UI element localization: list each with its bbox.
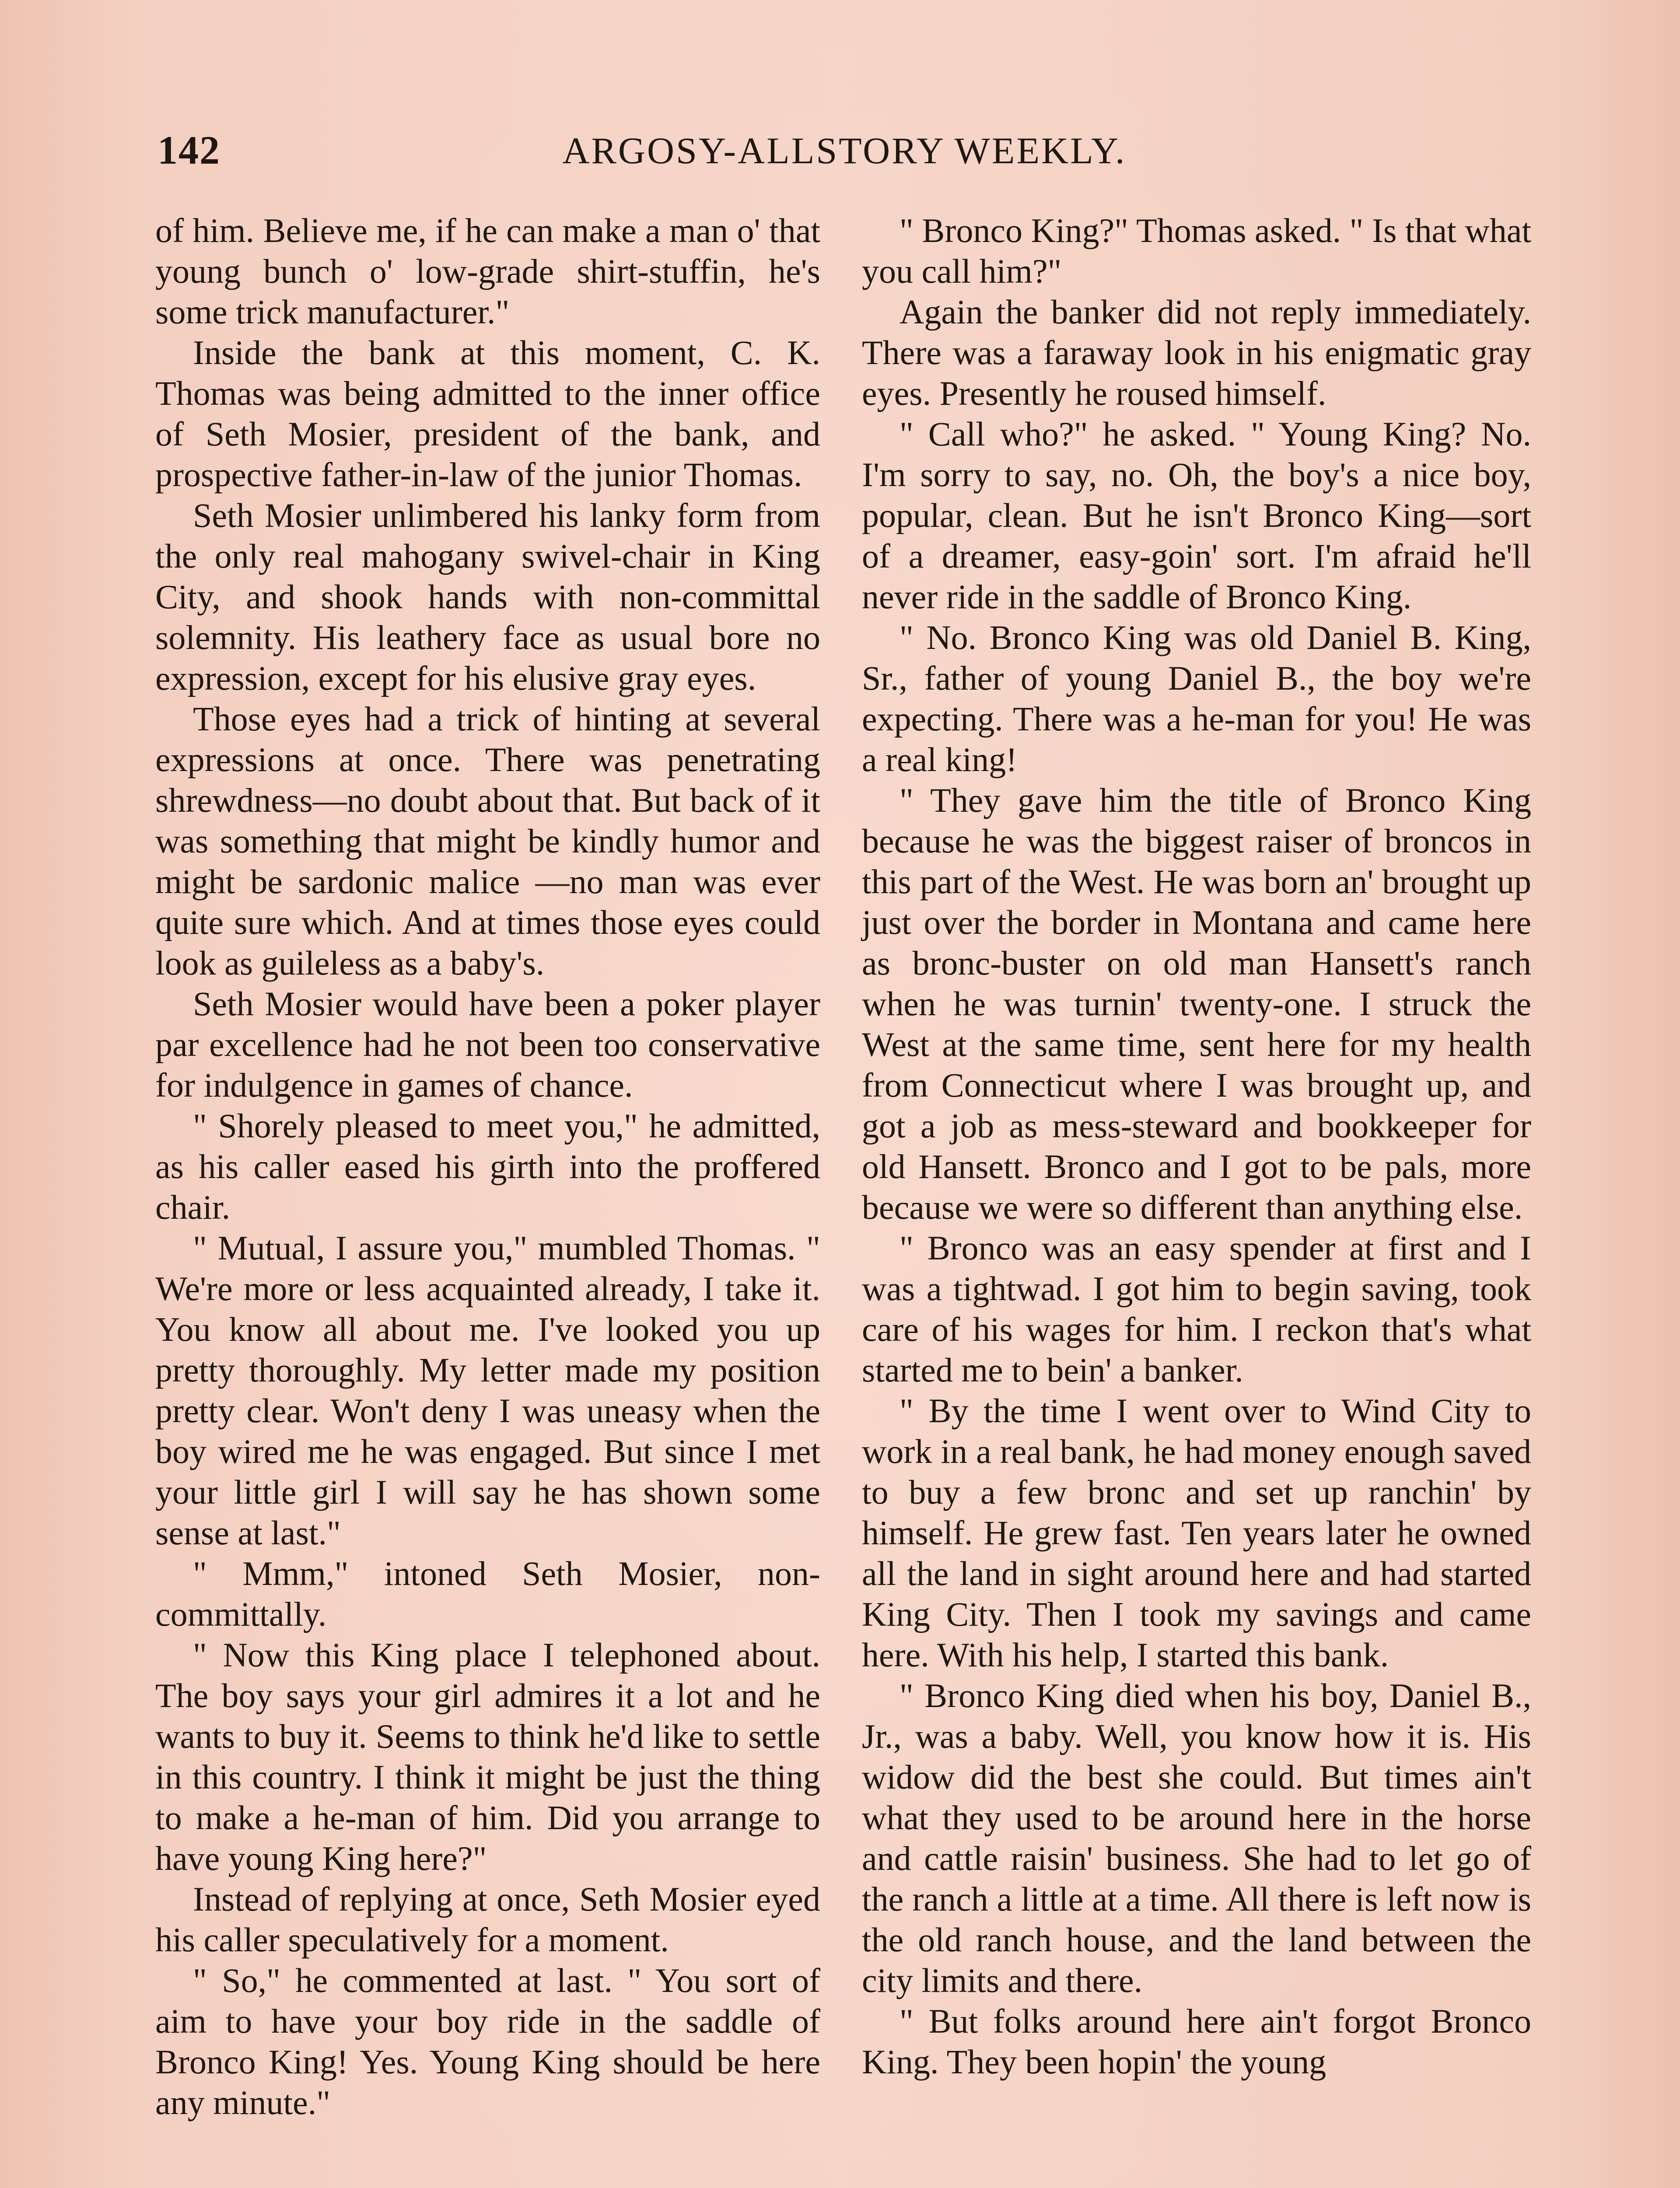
paragraph: " Now this King place I telephoned about. The boy says your girl admires it a lot and he wants to buy it. Seems to think he'd like to settle in this country. I think it might be just the thing to make a he-man of him. Did you arrange to have young King here?" (155, 1636, 820, 1877)
paragraph: " So," he commented at last. " You sort of aim to have your boy ride in the saddle of Bronco King! Yes. Young King should be here any minute." (155, 1961, 820, 2121)
left-column (155, 210, 820, 2123)
paragraph: Those eyes had a trick of hinting at several expressions at once. There was penetrating shrewdness—no doubt about that. But back of it was something that might be kindly humor and might be sardonic malice —no man was ever quite sure which. And at times those eyes could look as guileless as a baby's. (155, 700, 820, 982)
paragraph: Instead of replying at once, Seth Mosier eyed his caller speculatively for a moment. (155, 1880, 820, 1959)
paragraph: " Call who?" he asked. " Young King? No. I'm sorry to say, no. Oh, the boy's a nice boy, popular, clean. But he isn't Bronco King—sort of a dreamer, easy-goin' sort. I'm afraid he'll never ride in the saddle of Bronco King. (862, 415, 1531, 616)
running-title: ARGOSY-ALLSTORY WEEKLY. (562, 130, 1127, 172)
paragraph: " They gave him the title of Bronco King because he was the biggest raiser of broncos in this part of the West. He was born an' brought up just over the border in Montana and came here as bronc-buster on old man Hansett's ranch when he was turnin' twenty-one. I struck the West at the same time, sent here for my health from Connecticut where I was brought up, and got a job as mess-steward and bookkeeper for old Hansett. Bronco and I got to be pals, more because we were so different than anything else. (862, 781, 1531, 1226)
paragraph: Seth Mosier unlimbered his lanky form from the only real mahogany swivel-chair in King City, and shook hands with non-committal solemnity. His leathery face as usual bore no expression, except for his elusive gray eyes. (155, 496, 820, 697)
paragraph: " By the time I went over to Wind City to work in a real bank, he had money enough saved to buy a few bronc and set up ranchin' by himself. He grew fast. Ten years later he owned all the land in sight around here and had started King City. Then I took my savings and came here. With his help, I started this bank. (862, 1392, 1531, 1674)
paragraph: " Bronco was an easy spender at first and I was a tightwad. I got him to begin saving, took care of his wages for him. I reckon that's what started me to bein' a banker. (862, 1229, 1531, 1389)
page-number: 142 (158, 128, 220, 172)
paragraph: " No. Bronco King was old Daniel B. King, Sr., father of young Daniel B., the boy we're expecting. There was a he-man for you! He was a real king! (862, 618, 1531, 778)
paragraph: of him. Believe me, if he can make a man o' that young bunch o' low-grade shirt-stuffin, he's some trick manufacturer." (155, 211, 820, 331)
paragraph: " But folks around here ain't forgot Bronco King. They been hopin' the young (862, 2002, 1531, 2081)
page-header (158, 127, 1531, 184)
paragraph: " Bronco King died when his boy, Daniel B., Jr., was a baby. Well, you know how it is. His widow did the best she could. But times ain't what they used to be around here in the horse and cattle raisin' business. She had to let go of the ranch a little at a time. All there is left now is the old ranch house, and the land between the city limits and there. (862, 1676, 1531, 1999)
paragraph: " Mutual, I assure you," mumbled Thomas. " We're more or less acquainted already, I take it. You know all about me. I've looked you up pretty thoroughly. My letter made my position pretty clear. Won't deny I was uneasy when the boy wired me he was engaged. But since I met your little girl I will say he has shown some sense at last." (155, 1229, 820, 1552)
paragraph: " Mmm," intoned Seth Mosier, non-committally. (155, 1554, 820, 1633)
paragraph: " Bronco King?" Thomas asked. " Is that what you call him?" (862, 211, 1531, 290)
right-column (862, 210, 1531, 2082)
paragraph: Seth Mosier would have been a poker player par excellence had he not been too conservative for indulgence in games of chance. (155, 985, 820, 1104)
paragraph: Inside the bank at this moment, C. K. Thomas was being admitted to the inner office of Seth Mosier, president of the bank, and prospective father-in-law of the junior Thomas. (155, 333, 820, 494)
paragraph: " Shorely pleased to meet you," he admitted, as his caller eased his girth into the proffered chair. (155, 1107, 820, 1226)
paragraph: Again the banker did not reply immediately. There was a faraway look in his enigmatic gray eyes. Presently he roused himself. (862, 293, 1531, 412)
